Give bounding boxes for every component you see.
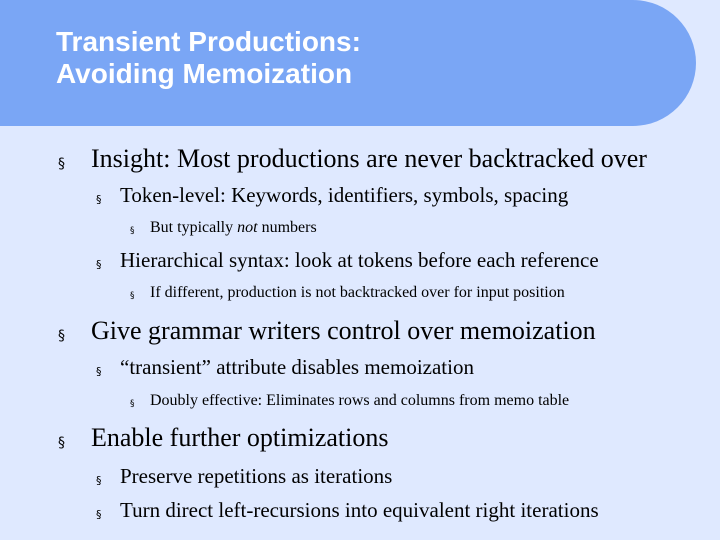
bullet-text: Give grammar writers control over memoization bbox=[91, 316, 596, 345]
bullet-marker-icon: § bbox=[96, 508, 102, 521]
bullet-text: Insight: Most productions are never backtracked over bbox=[91, 144, 647, 173]
bullet-marker-icon: § bbox=[96, 365, 102, 378]
bullet-insight bbox=[58, 144, 647, 174]
bullet-further-optimizations bbox=[58, 423, 388, 453]
bullet-text-post: numbers bbox=[257, 219, 317, 236]
slide-title-line-1: Transient Productions: bbox=[56, 26, 361, 57]
slide-title-line-2: Avoiding Memoization bbox=[56, 58, 353, 89]
bullet-not-numbers bbox=[130, 218, 317, 238]
bullet-text: “transient” attribute disables memoization bbox=[120, 355, 474, 379]
bullet-text-pre: But typically bbox=[150, 219, 238, 236]
bullet-text: Hierarchical syntax: look at tokens before each reference bbox=[120, 248, 599, 272]
bullet-grammar-writers bbox=[58, 316, 596, 346]
bullet-preserve-repetitions bbox=[96, 464, 392, 489]
bullet-if-different bbox=[130, 283, 565, 303]
bullet-hierarchical-syntax bbox=[96, 248, 599, 273]
bullet-marker-icon: § bbox=[96, 193, 102, 206]
bullet-text-emphasis: not bbox=[237, 219, 258, 236]
bullet-left-recursions bbox=[96, 498, 599, 523]
title-banner bbox=[0, 0, 696, 126]
bullet-text: Turn direct left-recursions into equivalent right iterations bbox=[120, 498, 599, 522]
bullet-marker-icon: § bbox=[96, 474, 102, 487]
bullet-text: Enable further optimizations bbox=[91, 423, 389, 452]
bullet-text: Preserve repetitions as iterations bbox=[120, 464, 393, 488]
bullet-transient-attribute bbox=[96, 355, 474, 380]
bullet-marker-icon: § bbox=[130, 399, 135, 409]
bullet-marker-icon: § bbox=[96, 258, 102, 271]
bullet-doubly-effective bbox=[130, 391, 569, 411]
bullet-text: If different, production is not backtracked over for input position bbox=[150, 284, 565, 301]
bullet-marker-icon: § bbox=[130, 226, 135, 236]
bullet-text: Doubly effective: Eliminates rows and columns from memo table bbox=[150, 392, 570, 409]
bullet-marker-icon: § bbox=[58, 435, 65, 451]
bullet-marker-icon: § bbox=[58, 156, 65, 172]
slide-title bbox=[56, 26, 361, 90]
bullet-marker-icon: § bbox=[130, 291, 135, 301]
bullet-token-level bbox=[96, 183, 568, 208]
bullet-marker-icon: § bbox=[58, 328, 65, 344]
bullet-text: Token-level: Keywords, identifiers, symbols, spacing bbox=[120, 183, 569, 207]
